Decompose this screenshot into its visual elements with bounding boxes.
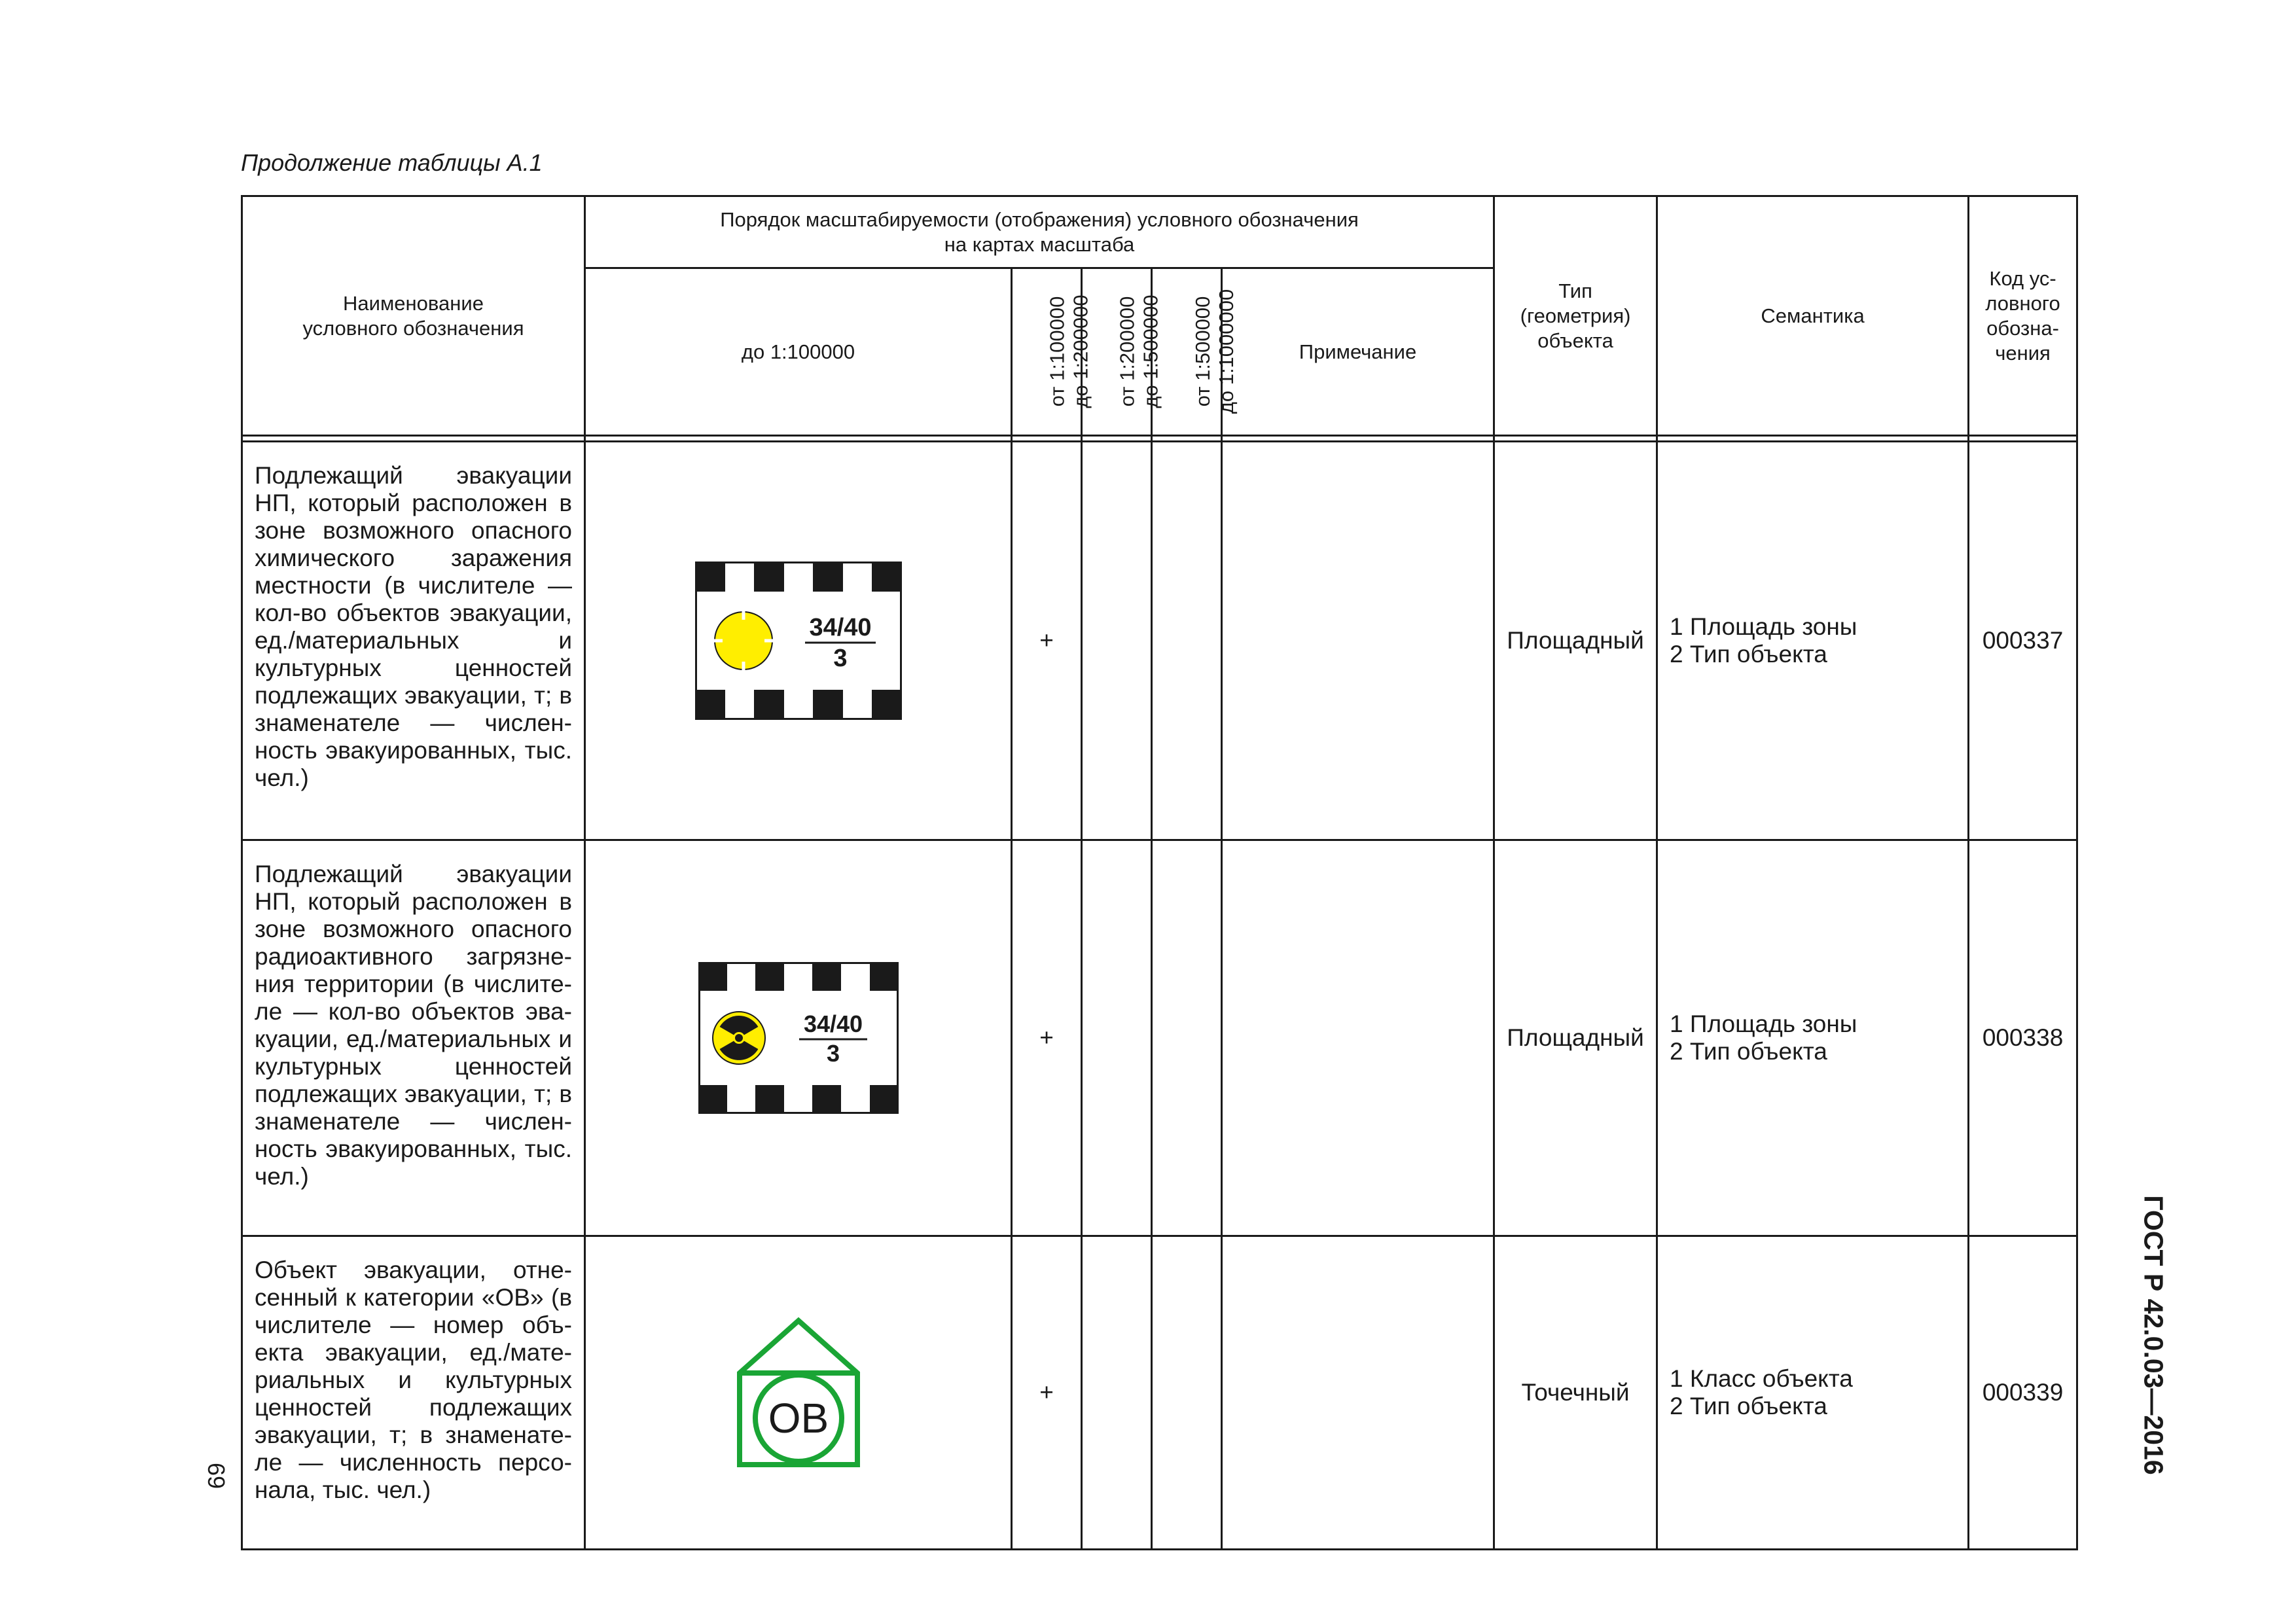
header-name: Наименование условного обозначения (242, 196, 585, 436)
row-name: Подлежащий эвакуации НП, который расположен в зоне возможного опасного химического заражения местности (в числителе — кол-во объектов эвакуации, ед./материальных и культурных ценностей подлежащих эвакуации, т; в знаменателе — численность эвакуированных, тыс. чел.) (242, 442, 585, 840)
row-note (1222, 442, 1494, 840)
table-row (242, 442, 2077, 840)
header-code: Код ус- ловного обозна- чения (1969, 196, 2077, 436)
row-col-1m (1152, 840, 1222, 1236)
row-code: 000338 (1969, 840, 2077, 1236)
row-col-200k: + (1012, 1236, 1082, 1550)
header-note: Примечание (1222, 268, 1494, 436)
house-ov-icon (736, 1317, 861, 1468)
row-name: Объект эвакуации, отнесенный к категории «ОВ» (в числителе — номер объекта эвакуации, ед./материальных и культурных ценностей подлежащих эвакуации, т; в знаменателе — численность персонала, тыс. чел.) (242, 1236, 585, 1550)
header-semantics: Семантика (1657, 196, 1969, 436)
symbol-numerator: 34/40 (803, 1010, 863, 1037)
row-col-200k: + (1012, 840, 1082, 1236)
row-col-200k: + (1012, 442, 1082, 840)
header-col-1m: от 1:500000 до 1:1000000 (1152, 268, 1222, 436)
page-number: 69 (203, 1462, 230, 1489)
row-semantics: 1 Класс объекта 2 Тип объекта (1657, 1236, 1969, 1550)
symbol-denominator: 3 (833, 645, 848, 672)
table-caption: Продолжение таблицы А.1 (241, 149, 543, 176)
radiation-hazard-icon (698, 962, 899, 1114)
row-code: 000337 (1969, 442, 2077, 840)
row-code: 000339 (1969, 1236, 2077, 1550)
row-symbol (585, 840, 1012, 1236)
row-col-500k (1082, 1236, 1152, 1550)
symbols-table (241, 195, 2078, 1550)
row-type: Площадный (1494, 840, 1657, 1236)
symbol-label: ОВ (768, 1395, 829, 1442)
row-type: Площадный (1494, 442, 1657, 840)
header-type: Тип (геометрия) объекта (1494, 196, 1657, 436)
row-col-1m (1152, 442, 1222, 840)
header-col-200k: от 1:100000 до 1:200000 (1012, 268, 1082, 436)
symbol-numerator: 34/40 (808, 614, 872, 641)
row-note (1222, 840, 1494, 1236)
row-col-500k (1082, 442, 1152, 840)
header-separator (242, 436, 2077, 442)
header-col-100k: до 1:100000 (585, 268, 1012, 436)
symbol-denominator: 3 (826, 1040, 840, 1067)
row-semantics: 1 Площадь зоны 2 Тип объекта (1657, 840, 1969, 1236)
row-type: Точечный (1494, 1236, 1657, 1550)
row-name: Подлежащий эвакуации НП, который расположен в зоне возможного опасного радиоактивного загрязнения территории (в числителе — кол-во объектов эвакуации, ед./материальных и культурных ценностей подлежащих эвакуации, т; в знаменателе — численность эвакуированных, тыс. чел.) (242, 840, 585, 1236)
header-scale-group: Порядок масштабируемости (отображения) условного обозначения на картах масштаба (585, 196, 1494, 268)
table-row (242, 840, 2077, 1236)
row-note (1222, 1236, 1494, 1550)
row-col-500k (1082, 840, 1152, 1236)
row-symbol (585, 1236, 1012, 1550)
row-symbol (585, 442, 1012, 840)
chemical-hazard-icon (695, 562, 902, 720)
document-standard-title: ГОСТ Р 42.0.03—2016 (2138, 1195, 2169, 1475)
row-semantics: 1 Площадь зоны 2 Тип объекта (1657, 442, 1969, 840)
table-row (242, 1236, 2077, 1550)
row-col-1m (1152, 1236, 1222, 1550)
header-col-500k: от 1:200000 до 1:500000 (1082, 268, 1152, 436)
